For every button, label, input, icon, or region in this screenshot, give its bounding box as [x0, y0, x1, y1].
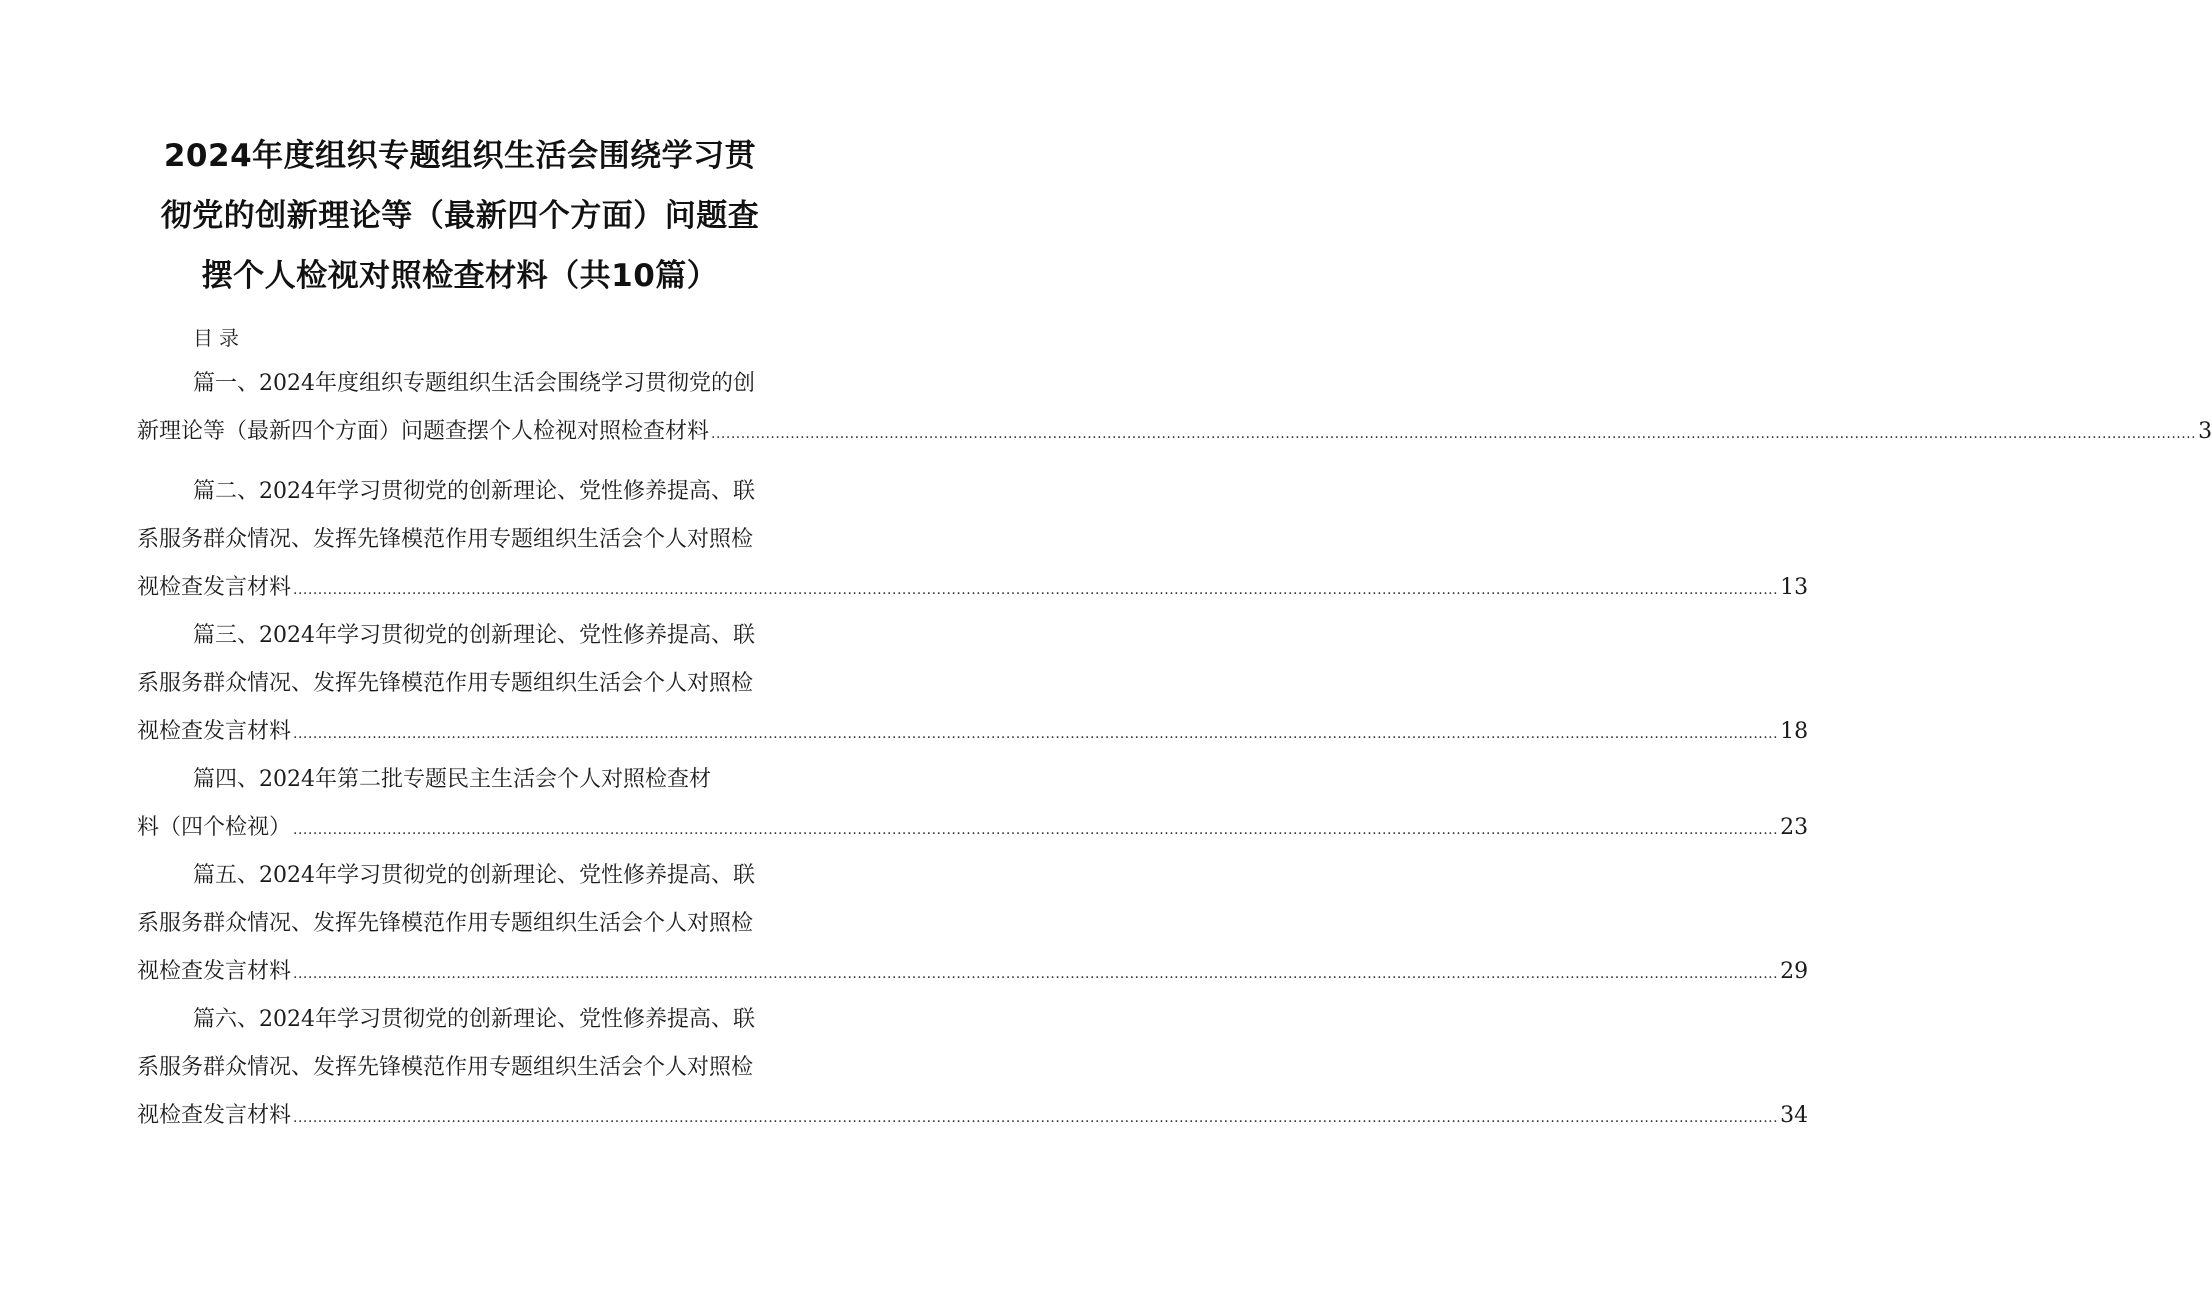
title-line-2: 彻党的创新理论等（最新四个方面）问题查 [160, 198, 760, 234]
toc-page-number: 34 [1780, 1103, 1809, 1128]
toc-leader-dots: ............................................................................................................................................................................................................................................................................................................ [293, 966, 1779, 982]
toc-page-number: 18 [1780, 719, 1809, 744]
toc-page-number: 23 [1780, 815, 1809, 840]
toc-entry-line: 系服务群众情况、发挥先锋模范作用专题组织生活会个人对照检 [137, 671, 754, 696]
toc-entry-line: 篇五、2024年学习贯彻党的创新理论、党性修养提高、联 [193, 863, 755, 888]
toc-entry-line: 篇二、2024年学习贯彻党的创新理论、党性修养提高、联 [193, 479, 755, 504]
toc-entry-text: 视检查发言材料 [137, 1103, 292, 1128]
title-line-1: 2024年度组织专题组织生活会围绕学习贯 [163, 138, 757, 174]
toc-leader-dots: ............................................................................................................................................................................................................................................................................................................ [293, 726, 1779, 742]
toc-entry-line: 篇一、2024年度组织专题组织生活会围绕学习贯彻党的创 [193, 371, 755, 396]
toc-entry-line [137, 708, 1809, 756]
toc-heading: 目录 [193, 326, 245, 350]
toc-leader-dots: ............................................................................................................................................................................................................................................................................................................ [711, 426, 2197, 442]
toc-entry-line: 系服务群众情况、发挥先锋模范作用专题组织生活会个人对照检 [137, 1055, 754, 1080]
title-line-3: 摆个人检视对照检查材料（共10篇） [201, 258, 719, 294]
toc-entry-line: 篇四、2024年第二批专题民主生活会个人对照检查材 [193, 767, 711, 792]
toc-entry-text: 视检查发言材料 [137, 719, 292, 744]
toc-entry-line: 系服务群众情况、发挥先锋模范作用专题组织生活会个人对照检 [137, 911, 754, 936]
toc-entry-line [137, 948, 1809, 996]
toc-entry-text: 视检查发言材料 [137, 959, 292, 984]
toc-entry-line: 篇六、2024年学习贯彻党的创新理论、党性修养提高、联 [193, 1007, 755, 1032]
toc-leader-dots: ............................................................................................................................................................................................................................................................................................................ [293, 822, 1779, 838]
toc-entry-line: 系服务群众情况、发挥先锋模范作用专题组织生活会个人对照检 [137, 527, 754, 552]
toc-entry-line [137, 408, 2212, 456]
toc-entry-text: 新理论等（最新四个方面）问题查摆个人检视对照检查材料 [137, 419, 710, 444]
toc-page-number: 29 [1780, 959, 1809, 984]
toc-entry-line [137, 804, 1809, 852]
toc-leader-dots: ............................................................................................................................................................................................................................................................................................................ [293, 582, 1779, 598]
toc-leader-dots: ............................................................................................................................................................................................................................................................................................................ [293, 1110, 1779, 1126]
document-title [130, 126, 790, 306]
toc-entry-text: 视检查发言材料 [137, 575, 292, 600]
toc-entry-line [137, 564, 1809, 612]
toc-page-number: 3 [2198, 419, 2212, 444]
toc-entry-line [137, 1092, 1809, 1140]
toc-page-number: 13 [1780, 575, 1809, 600]
toc-entry-line: 篇三、2024年学习贯彻党的创新理论、党性修养提高、联 [193, 623, 755, 648]
toc-entry-text: 料（四个检视） [137, 815, 292, 840]
